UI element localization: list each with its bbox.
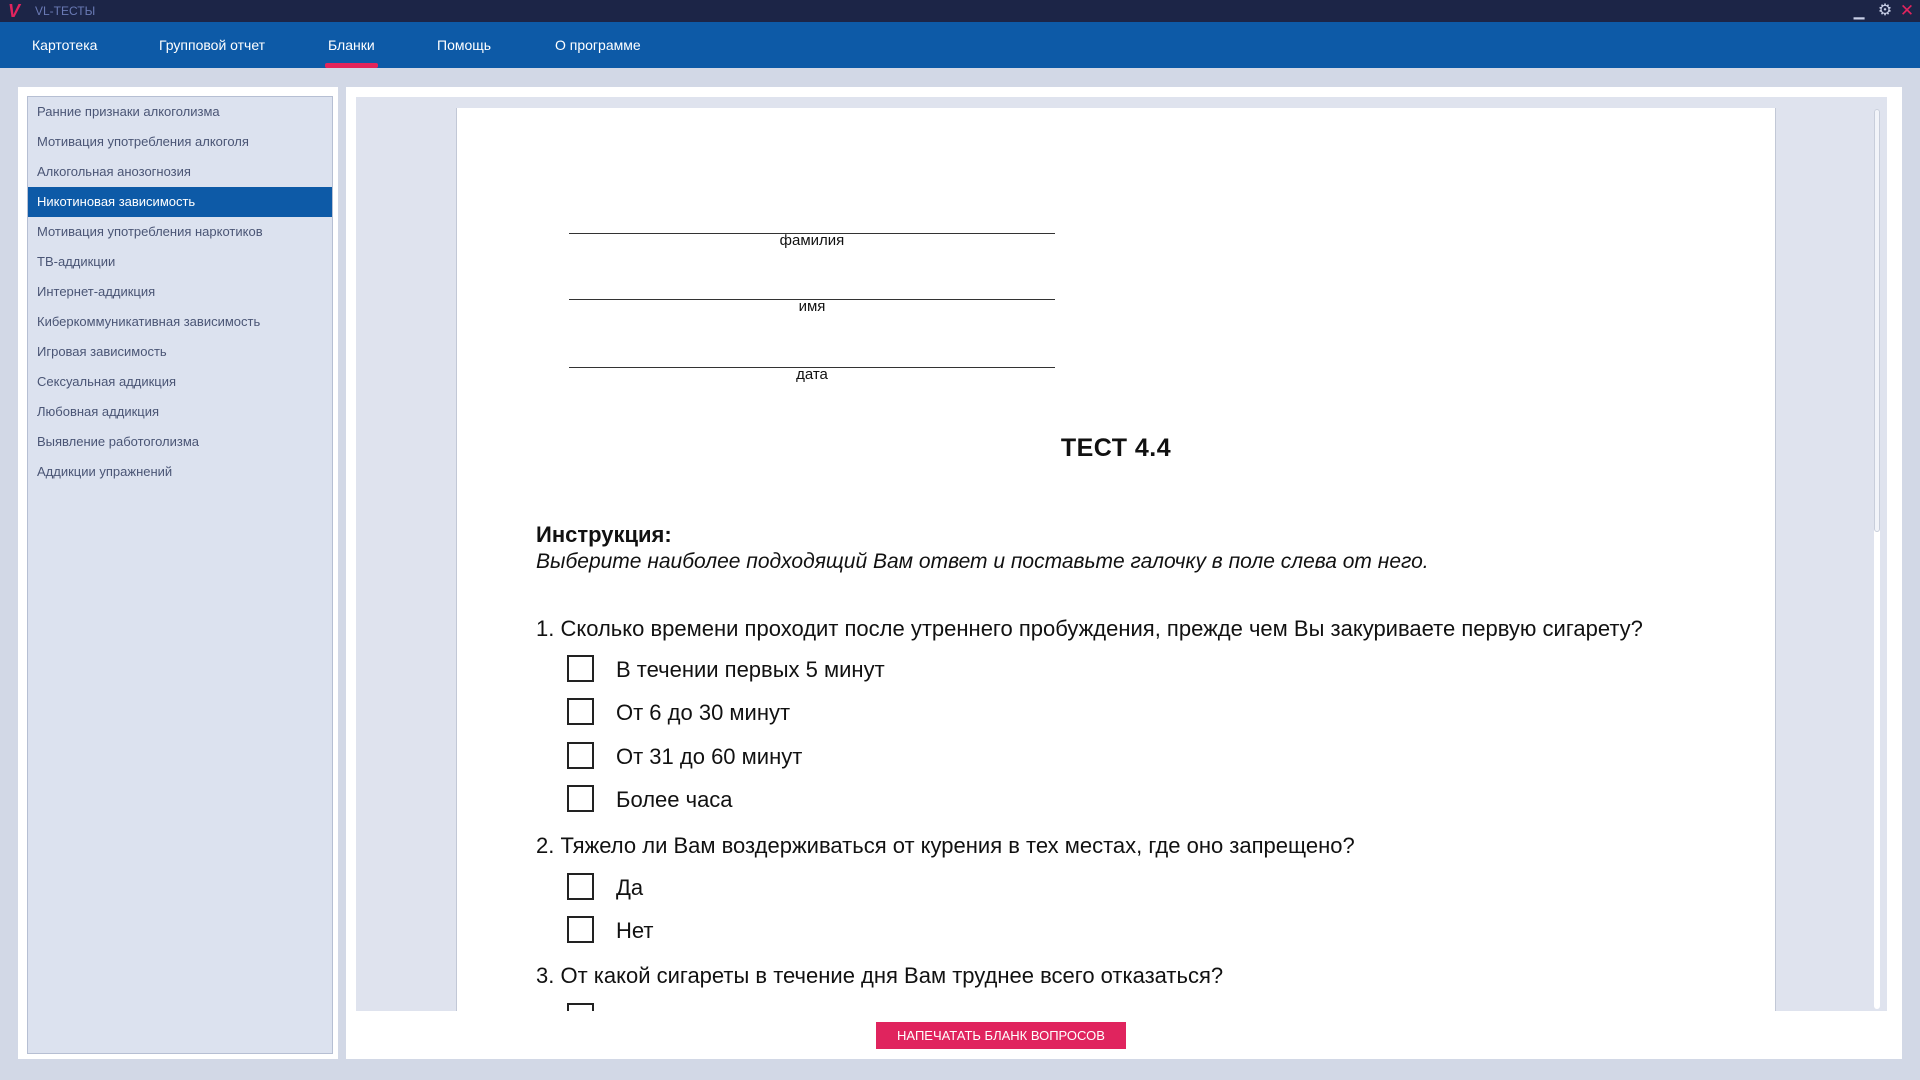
question-1: 1. Сколько времени проходит после утреннего пробуждения, прежде чем Вы закуриваете первую сигарету? xyxy=(536,616,1643,641)
print-questions-button[interactable]: НАПЕЧАТАТЬ БЛАНК ВОПРОСОВ xyxy=(876,1022,1126,1049)
test-title: ТЕСТ 4.4 xyxy=(1060,434,1172,462)
test-list-item[interactable]: ТВ-аддикции xyxy=(37,254,116,269)
menu-item-about[interactable]: О программе xyxy=(555,37,641,53)
surname-label: фамилия xyxy=(779,232,845,249)
close-icon[interactable]: ✕ xyxy=(1899,1,1915,20)
window-title: VL-ТЕСТЫ xyxy=(35,4,96,18)
main-menu xyxy=(0,22,1920,68)
minimize-icon[interactable]: ▁ xyxy=(1853,3,1865,19)
gear-icon[interactable]: ⚙ xyxy=(1877,2,1893,19)
instruction-text: Выберите наиболее подходящий Вам ответ и поставьте галочку в поле слева от него. xyxy=(536,550,1429,573)
test-list-item[interactable]: Сексуальная аддикция xyxy=(37,374,177,389)
answer-checkbox xyxy=(567,742,594,769)
menu-item-blanks[interactable]: Бланки xyxy=(328,22,375,68)
test-list xyxy=(27,96,333,1054)
question-form-page xyxy=(456,108,1776,1011)
test-list-item[interactable]: Аддикции упражнений xyxy=(37,464,173,479)
test-list-item-selected[interactable]: Никотиновая зависимость xyxy=(28,187,332,217)
name-label: имя xyxy=(798,298,826,315)
answer-label: Да xyxy=(616,875,644,900)
answer-checkbox xyxy=(567,873,594,900)
test-list-item[interactable]: Любовная аддикция xyxy=(37,404,160,419)
answer-label: От 31 до 60 минут xyxy=(616,744,803,769)
date-label: дата xyxy=(796,366,828,383)
preview-scrollbar[interactable] xyxy=(1874,109,1880,1009)
menu-item-group-report[interactable]: Групповой отчет xyxy=(159,37,266,53)
answer-checkbox xyxy=(567,785,594,812)
title-bar xyxy=(0,0,1920,22)
test-list-item[interactable]: Выявление работоголизма xyxy=(37,434,200,449)
test-list-item[interactable]: Мотивация употребления алкоголя xyxy=(37,134,249,149)
menu-item-help[interactable]: Помощь xyxy=(437,37,492,53)
instruction-heading: Инструкция: xyxy=(536,522,672,547)
scrollbar-thumb[interactable] xyxy=(1874,109,1880,532)
question-2: 2. Тяжело ли Вам воздерживаться от курения в тех местах, где оно запрещено? xyxy=(536,833,1355,858)
test-list-item[interactable]: Ранние признаки алкоголизма xyxy=(37,104,220,119)
answer-label: Более часа xyxy=(616,787,733,812)
answer-checkbox xyxy=(567,1003,594,1011)
answer-checkbox xyxy=(567,655,594,682)
answer-label: От 6 до 30 минут xyxy=(616,700,791,725)
test-list-item[interactable]: Мотивация употребления наркотиков xyxy=(37,224,263,239)
test-list-item[interactable]: Игровая зависимость xyxy=(37,344,167,359)
answer-checkbox xyxy=(567,698,594,725)
answer-checkbox xyxy=(567,916,594,943)
test-list-item[interactable]: Алкогольная анозогнозия xyxy=(37,164,191,179)
test-list-item[interactable]: Киберкоммуникативная зависимость xyxy=(37,314,261,329)
answer-label: Нет xyxy=(616,918,654,943)
test-list-item[interactable]: Интернет-аддикция xyxy=(37,284,156,299)
app-logo-icon: V xyxy=(8,1,21,21)
question-3: 3. От какой сигареты в течение дня Вам труднее всего отказаться? xyxy=(536,963,1224,988)
menu-item-kartoteka[interactable]: Картотека xyxy=(32,37,98,53)
answer-label: В течении первых 5 минут xyxy=(616,657,885,682)
